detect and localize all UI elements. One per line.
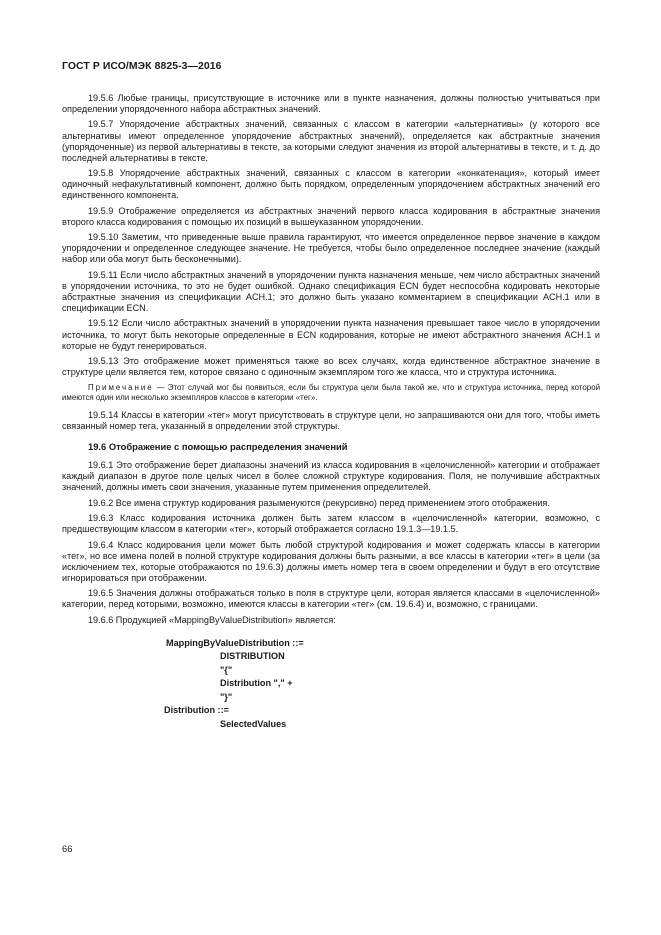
paragraph-19-5-10: 19.5.10 Заметим, что приведенные выше правила гарантируют, что имеется определенное первое значение в каждом упорядочении и определенное следующее значение. Не требуется, чтобы было определенное последнее значение (каждый набор или оба могут быть бесконечными). [62, 232, 600, 265]
paragraph-19-5-12: 19.5.12 Если число абстрактных значений в упорядочении пункта назначения превышает такое число в упорядочении источника, то могут быть некоторые определенные в ECN кодирования, которые не имеют абстрактного значения ACH.1 и которые не будут генерироваться. [62, 318, 600, 351]
grammar-line-production: MappingByValueDistribution ::= [166, 637, 304, 648]
document-body [62, 93, 600, 731]
note-lead: Примечание [88, 382, 154, 392]
paragraph-19-5-14: 19.5.14 Классы в категории «тег» могут присутствовать в структуре цели, но запрашиваются они для того, чтобы иметь связанный номер тега, указанный в определении этой структуры. [62, 409, 600, 432]
section-heading-19-6: 19.6 Отображение с помощью распределения значений [88, 441, 348, 453]
grammar-block [62, 637, 600, 732]
page-header-title: ГОСТ Р ИСО/МЭК 8825-3—2016 [62, 61, 222, 72]
paragraph-19-6-3: 19.6.3 Класс кодирования источника должен быть затем классом в «целочисленной» категории, возможно, с предшествующим классом в категории «тег», который отображается согласно 19.1.3—19.1.5. [62, 513, 600, 535]
paragraph-19-5-6: 19.5.6 Любые границы, присутствующие в источнике или в пункте назначения, должны полностью учитываться при определении упорядоченного набора абстрактных значений. [62, 93, 600, 115]
grammar-line-distribution-production: Distribution ::= [164, 705, 229, 716]
paragraph-19-5-9: 19.5.9 Отображение определяется из абстрактных значений первого класса кодирования в абстрактные значения второго класса кодирования с помощью их позиций в вышеуказанном упорядочении. [62, 205, 600, 227]
paragraph-19-5-8: 19.5.8 Упорядочение абстрактных значений, связанных с классом в категории «конкатенация», который имеет одиночный нефакультативный компонент, должно быть порядком, определенным упорядочением абстрактных значений его единственного компонента. [62, 168, 600, 201]
note-paragraph [62, 383, 600, 403]
paragraph-19-6-2: 19.6.2 Все имена структур кодирования разыменуются (рекурсивно) перед применением этого отображения. [88, 497, 550, 508]
paragraph-19-5-7: 19.5.7 Упорядочение абстрактных значений, связанных с классом в категории «альтернативы» (у которого все альтернативы имеют определенное упорядочение абстрактных значений), определяется как абстрактные значения (упорядоченные) из первой альтернативы в тексте, за которыми следуют значения из второй альтернативы в тексте, и т. д. до последней альтернативы в тексте. [62, 119, 600, 163]
note-text: — Этот случай мог бы появиться, если бы структура цели была такой же, что и структура источника, перед которой имеются один или несколько экземпляров классов в категории «тег». [62, 382, 600, 402]
paragraph-19-6-5: 19.6.5 Значения должны отображаться только в поля в структуре цели, которая является классами в «целочисленной» категории, перед которыми, возможно, имеются классы в категории «тег» (см. 19.6.4) и, возможно, с границами. [62, 588, 600, 610]
grammar-line-selected-values: SelectedValues [220, 718, 287, 729]
grammar-line-keyword: DISTRIBUTION [220, 651, 285, 662]
grammar-line-open-brace: "{" [220, 664, 233, 675]
page-number: 66 [62, 843, 73, 854]
paragraph-19-5-11: 19.5.11 Если число абстрактных значений в упорядочении пункта назначения меньше, чем число абстрактных значений в упорядочении источника, то это не будет ошибкой. Однако спецификация ECN будет неспособна кодировать некоторые абстрактные значения из спецификации ACH.1; это должно быть указано комментарием в спецификации ACH.1 или в спецификации ECN. [62, 269, 600, 314]
paragraph-19-6-4: 19.6.4 Класс кодирования цели может быть любой структурой кодирования и может содержать классы в категории «тег», но все имена полей в полной структуре кодирования должны быть разными, а все классы в категории «тег» в цели (за исключением тех, которые отображаются по 19.6.3) должны иметь номер тега в своем определении и будут в его отсутствие игнорироваться при отображении. [62, 539, 600, 583]
grammar-line-close-brace: "}" [220, 691, 233, 702]
paragraph-19-6-6: 19.6.6 Продукцией «MappingByValueDistribution» является: [88, 614, 336, 625]
paragraph-19-6-1: 19.6.1 Это отображение берет диапазоны значений из класса кодирования в «целочисленной» категории и отображает каждый диапазон в другое поле целых чисел в более сложной структуре кодирования. Поля, не получившие абстрактных значений, должны иметь свои значения, указанные путем применения определителей. [62, 460, 600, 493]
paragraph-19-5-13: 19.5.13 Это отображение может применяться также во всех случаях, когда единственное абстрактное значение в структуре цели является тем, которое связано с одиночным экземпляром того же класса, что и структура источника. [62, 356, 600, 378]
grammar-line-distribution-list: Distribution "," + [220, 678, 293, 689]
